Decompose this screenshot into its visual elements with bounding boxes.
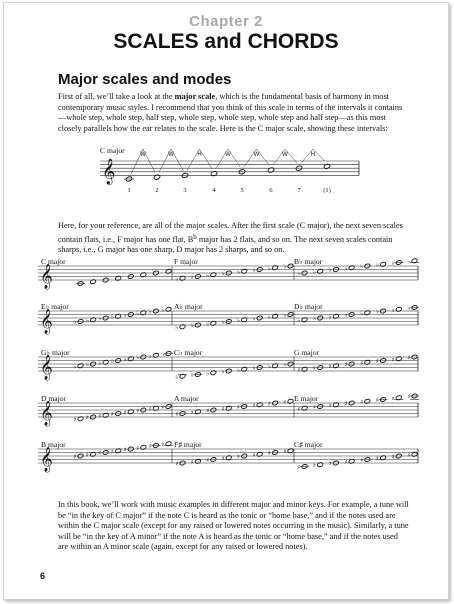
flat-icon: ♭ <box>161 306 165 314</box>
flat-icon: ♭ <box>252 267 256 275</box>
flat-icon: ♭ <box>267 265 271 273</box>
interval-step-label: W <box>168 152 174 158</box>
sharp-icon: ♯ <box>190 409 194 417</box>
scale-label: G♭ major <box>41 348 70 357</box>
flat-icon: ♭ <box>297 317 301 325</box>
scale-label: B♭ major <box>294 257 323 266</box>
sharp-icon: ♯ <box>313 462 316 470</box>
sharp-icon: ♯ <box>175 411 179 419</box>
flat-icon: ♭ <box>267 313 271 321</box>
interval-step-label: W <box>253 152 260 158</box>
flat-icon: ♭ <box>360 263 364 271</box>
scale-label: B major <box>41 440 66 449</box>
flat-icon: ♭ <box>161 351 165 359</box>
flat-icon: ♭ <box>283 263 287 271</box>
sharp-icon: ♯ <box>161 404 165 412</box>
treble-clef-icon: 𝄞 <box>40 447 53 473</box>
flat-icon: ♭ <box>375 308 379 316</box>
sharp-icon: ♯ <box>328 363 332 371</box>
sharp-icon: ♯ <box>407 451 411 459</box>
sharp-icon: ♯ <box>267 450 271 458</box>
sharp-icon: ♯ <box>123 409 127 417</box>
sharp-icon: ♯ <box>98 450 102 458</box>
degree-label: 7 <box>297 187 301 194</box>
sharp-icon: ♯ <box>407 354 411 362</box>
sharp-icon: ♯ <box>344 400 348 408</box>
sharp-icon: ♯ <box>148 443 152 451</box>
flat-icon: ♭ <box>252 365 256 373</box>
flat-icon: ♭ <box>85 317 89 325</box>
sharp-icon: ♯ <box>221 405 225 413</box>
scale-label: C major <box>41 257 66 266</box>
flat-icon: ♭ <box>283 361 287 369</box>
scale-label: G major <box>294 348 320 357</box>
treble-clef-icon: 𝄞 <box>40 355 53 381</box>
sharp-icon: ♯ <box>328 460 332 468</box>
degree-label: 2 <box>155 187 159 194</box>
flat-icon: ♭ <box>391 306 395 314</box>
sharp-icon: ♯ <box>190 458 194 466</box>
flat-icon: ♭ <box>297 270 301 278</box>
flat-icon: ♭ <box>237 317 240 325</box>
sharp-icon: ♯ <box>360 359 364 367</box>
scale-label: D major <box>41 394 67 403</box>
flat-icon: ♭ <box>73 319 77 327</box>
sharp-icon: ♯ <box>360 398 364 406</box>
flat-icon: ♭ <box>136 354 140 362</box>
sharp-icon: ♯ <box>206 407 210 415</box>
flat-icon: ♭ <box>407 305 411 313</box>
flat-icon: ♭ <box>123 312 127 320</box>
flat-icon: ♭ <box>344 312 348 320</box>
degree-label: 3 <box>183 187 187 194</box>
scale-label: F♯ major <box>174 440 202 449</box>
flat-icon: ♭ <box>123 356 127 364</box>
page-number: 6 <box>40 571 46 581</box>
sharp-icon: ♯ <box>252 402 256 410</box>
scale-label: C♯ major <box>294 440 323 449</box>
intro-text-2: , which is the fundamental basis of harmony in most contemporary music styles. I recommend that you think of this scale in terms of the intervals it contains—whole step, whole step, half step, whole step, whole step, whole step and half step—as this most closely parallels how the ear relates to the scale. Here is the C major scale, showing these intervals: <box>58 92 403 133</box>
sharp-icon: ♯ <box>297 366 301 374</box>
sharp-icon: ♯ <box>283 448 287 456</box>
flat-sign: b <box>193 232 197 241</box>
interval-step-label: W <box>140 152 146 158</box>
flat-icon: ♭ <box>267 363 271 371</box>
sharp-icon: ♯ <box>328 402 332 410</box>
flat-icon: ♭ <box>206 272 210 280</box>
flat-icon: ♭ <box>221 368 225 376</box>
sharp-icon: ♯ <box>111 448 114 456</box>
sharp-icon: ♯ <box>267 400 271 408</box>
interval-step-label: H <box>310 152 316 158</box>
flat-icon: ♭ <box>148 352 152 360</box>
sharp-icon: ♯ <box>206 457 210 465</box>
scale-label: C♭ major <box>174 348 203 357</box>
sharp-icon: ♯ <box>73 453 77 461</box>
flat-icon: ♭ <box>136 310 140 318</box>
flat-icon: ♭ <box>175 373 179 381</box>
degree-label: (1) <box>323 187 331 194</box>
sharp-icon: ♯ <box>297 405 301 413</box>
sharp-icon: ♯ <box>221 455 225 463</box>
sharp-icon: ♯ <box>237 404 240 412</box>
book-page <box>3 2 449 600</box>
sharp-icon: ♯ <box>161 441 165 449</box>
scale-label: A major <box>174 394 199 403</box>
flat-icon: ♭ <box>221 319 225 327</box>
flat-icon: ♭ <box>344 265 348 273</box>
flat-icon: ♭ <box>407 258 411 266</box>
sharp-icon: ♯ <box>73 416 77 424</box>
flat-icon: ♭ <box>328 267 332 275</box>
flat-icon: ♭ <box>190 322 194 330</box>
reference-text-1: Here, for your reference, are all of the major scales. After the first scale (C major), the next seven scales contain flats, i.e., F major has one flat, B <box>58 221 403 244</box>
sharp-icon: ♯ <box>407 393 411 401</box>
flat-icon: ♭ <box>85 361 89 369</box>
degree-label: 4 <box>212 187 216 194</box>
flat-icon: ♭ <box>190 372 194 380</box>
sharp-icon: ♯ <box>360 457 364 465</box>
flat-icon: ♭ <box>360 310 364 318</box>
chapter-label: Chapter 2 <box>189 13 263 30</box>
example-scale-label: C major <box>100 146 125 155</box>
flat-icon: ♭ <box>221 270 225 278</box>
sharp-icon: ♯ <box>98 412 102 420</box>
treble-clef-icon: 𝄞 <box>40 401 53 427</box>
treble-clef-icon: 𝄞 <box>40 264 53 290</box>
sharp-icon: ♯ <box>391 356 395 364</box>
scale-label: E♭ major <box>41 302 69 311</box>
degree-label: 6 <box>269 187 273 194</box>
flat-icon: ♭ <box>237 268 240 276</box>
treble-clef-icon: 𝄞 <box>40 309 53 335</box>
reference-text-2: major has 2 flats, and so on. The next seven scales contain sharps, i.e., G major has one sharp, D major has 2 sharps, and so on. <box>58 234 393 255</box>
flat-icon: ♭ <box>148 308 152 316</box>
sharp-icon: ♯ <box>391 453 395 461</box>
scale-label: E major <box>294 394 319 403</box>
sharp-icon: ♯ <box>391 395 395 403</box>
flat-icon: ♭ <box>206 370 210 378</box>
flat-icon: ♭ <box>111 313 114 321</box>
closing-paragraph: In this book, we’ll work with music examples in different major and minor keys. For example, a tune will be “in the key of C major” if the note C is heard as the tonic or “home base,” and if the notes used are within the C major scale (except for any raised or lowered notes occurring in the music). Similarly, a tune will be “in the key of A minor” if the note A is heard as the tonic or “home base,” and if the notes used are within an A minor scale (again, except for any raised or lowered notes). <box>58 500 409 552</box>
sharp-icon: ♯ <box>85 414 89 422</box>
sharp-icon: ♯ <box>85 451 89 459</box>
intro-bold-term: major scale <box>174 92 216 101</box>
flat-icon: ♭ <box>73 363 77 371</box>
chapter-title: SCALES and CHORDS <box>113 30 339 53</box>
flat-icon: ♭ <box>283 312 287 320</box>
scale-label: A♭ major <box>174 302 203 311</box>
intro-text-1: First of all, we’ll take a look at the <box>58 92 175 101</box>
flat-icon: ♭ <box>328 313 332 321</box>
sharp-icon: ♯ <box>344 458 348 466</box>
degree-label: 5 <box>240 187 244 194</box>
sharp-icon: ♯ <box>237 453 240 461</box>
flat-icon: ♭ <box>175 324 179 332</box>
flat-icon: ♭ <box>111 358 114 366</box>
sharp-icon: ♯ <box>111 411 114 419</box>
flat-icon: ♭ <box>313 315 316 323</box>
flat-icon: ♭ <box>206 320 210 328</box>
sharp-icon: ♯ <box>148 405 152 413</box>
sharp-icon: ♯ <box>283 398 287 406</box>
interval-step-label: H <box>197 152 202 158</box>
treble-clef-icon: 𝄞 <box>102 158 116 185</box>
interval-step-label: W <box>282 152 288 158</box>
flat-icon: ♭ <box>237 366 240 374</box>
flat-icon: ♭ <box>313 268 316 276</box>
sharp-icon: ♯ <box>136 444 140 452</box>
sharp-icon: ♯ <box>313 404 316 412</box>
section-heading: Major scales and modes <box>58 71 232 88</box>
flat-icon: ♭ <box>175 275 179 283</box>
interval-step-label: W <box>225 152 231 158</box>
sharp-icon: ♯ <box>375 358 379 366</box>
flat-icon: ♭ <box>190 274 194 282</box>
sharp-icon: ♯ <box>313 365 316 373</box>
sharp-icon: ♯ <box>297 464 301 472</box>
sharp-icon: ♯ <box>175 460 179 468</box>
flat-icon: ♭ <box>98 359 102 367</box>
flat-icon: ♭ <box>375 261 379 269</box>
flat-icon: ♭ <box>98 315 102 323</box>
flat-icon: ♭ <box>252 315 256 323</box>
sharp-icon: ♯ <box>375 455 379 463</box>
sharp-icon: ♯ <box>123 446 127 454</box>
degree-label: 1 <box>127 187 131 194</box>
sharp-icon: ♯ <box>375 397 379 405</box>
sharp-icon: ♯ <box>252 451 256 459</box>
sharp-icon: ♯ <box>136 407 140 415</box>
flat-icon: ♭ <box>391 260 395 268</box>
scale-label: F major <box>174 257 198 266</box>
scale-label: D♭ major <box>294 302 323 311</box>
sharp-icon: ♯ <box>344 361 348 369</box>
